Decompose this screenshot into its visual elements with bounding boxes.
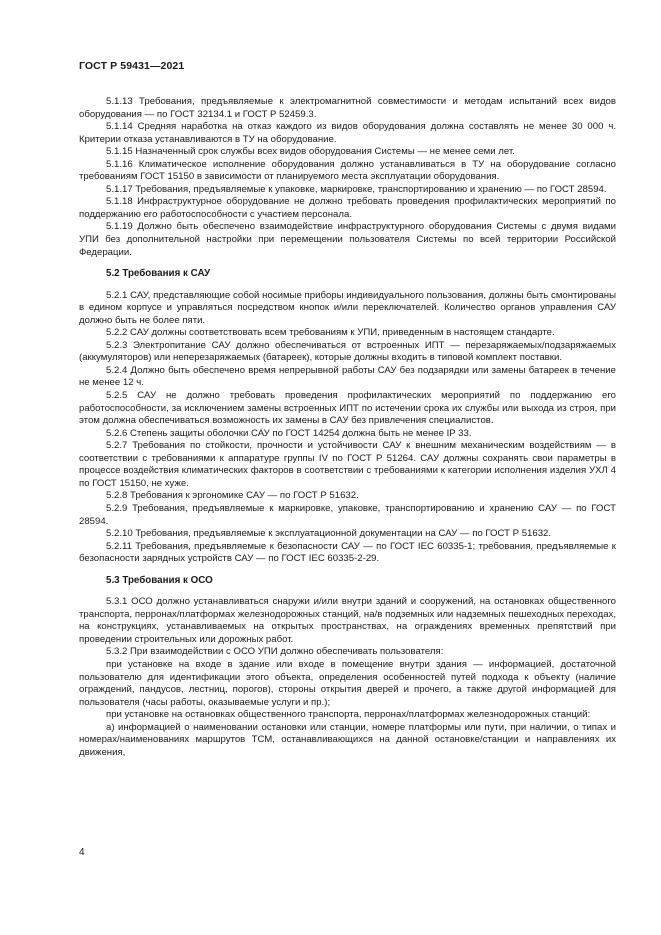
paragraph: 5.1.18 Инфраструктурное оборудование не должно требовать проведения профилактических мероприятий по поддержанию его работоспособности с участием персонала. (79, 196, 616, 220)
paragraph: 5.2.10 Требования, предъявляемые к эксплуатационной документации на САУ — по ГОСТ Р 51632. (106, 528, 552, 540)
section-heading: 5.3 Требования к ОСО (106, 574, 213, 586)
paragraph: 5.2.8 Требования к эргономике САУ — по ГОСТ Р 51632. (106, 490, 359, 502)
paragraph: 5.1.14 Средняя наработка на отказ каждого из видов оборудования должна составлять не менее 30 000 ч. Критерии отказа устанавливаются в ТУ на оборудование. (79, 121, 616, 145)
paragraph: 5.2.2 САУ должны соответствовать всем требованиям к УПИ, приведенным в настоящем стандарте. (106, 327, 555, 339)
paragraph: 5.3.2 При взаимодействии с ОСО УПИ должно обеспечивать пользователя: (106, 646, 444, 658)
page-number: 4 (79, 847, 85, 858)
document-body (79, 96, 616, 759)
paragraph: 5.2.5 САУ не должно требовать проведения профилактических мероприятий по поддержанию его работоспособности, за исключением замены встроенных ИПТ по истечении срока их службы или выхода из строя, при этом должна обеспечиваться возможность их замены в САУ без привлечения специалистов. (79, 390, 616, 427)
paragraph: 5.1.19 Должно быть обеспечено взаимодействие инфраструктурного оборудования Системы с двумя видами УПИ без дополнительной настройки при перемещении пользователя Системы по всей территории Российской Федерации. (79, 221, 616, 258)
paragraph: 5.1.13 Требования, предъявляемые к электромагнитной совместимости и методам испытаний всех видов оборудования — по ГОСТ 32134.1 и ГОСТ Р 52459.3. (79, 96, 616, 120)
paragraph: 5.3.1 ОСО должно устанавливаться снаружи и/или внутри зданий и сооружений, на остановках общественного транспорта, перронах/платформах железнодорожных станций, на/в подземных или надземных пешеходных переходах, на конструкциях, устанавливаемых на открытых пространствах, на ограждениях временных препятствий при проведении строительных или дорожных работ. (79, 596, 616, 645)
section-spacer (79, 281, 616, 290)
paragraph: 5.2.4 Должно быть обеспечено время непрерывной работы САУ без подзарядки или замены батареек в течение не менее 12 ч. (79, 364, 616, 389)
paragraph: 5.2.11 Требования, предъявляемые к безопасности САУ — по ГОСТ IEC 60335-1; требования, предъявляемые к безопасности зарядных устройств САУ — по ГОСТ IEC 60335-2-29. (79, 540, 616, 565)
section-spacer (79, 566, 616, 575)
paragraph: при установке на входе в здание или входе в помещение внутри здания — информацией, достаточной пользователю для идентификации этого объекта, определения особенностей путей подхода к объекту (наличие ограждений, пандусов, лестниц, порогов), стороны открытия дверей и прочего, а также другой информацией для пользователя (часы работы, оказываемые услуги и пр.); (79, 658, 616, 708)
page-header: ГОСТ Р 59431—2021 (79, 60, 185, 72)
paragraph: 5.1.16 Климатическое исполнение оборудования должно устанавливаться в ТУ на оборудование согласно требованиям ГОСТ 15150 в зависимости от планируемого места эксплуатации оборудования. (79, 158, 616, 183)
paragraph: 5.2.7 Требования по стойкости, прочности и устойчивости САУ к внешним механическим воздействиям — в соответствии с требованиями к аппаратуре группы IV по ГОСТ Р 51264. САУ должны сохранять свои параметры в процессе воздействия климатических факторов в соответствии с требованиями к категории исполнения изделия УХЛ 4 по ГОСТ 15150, не хуже. (79, 440, 616, 489)
paragraph: при установке на остановках общественного транспорта, перронах/платформах железнодорожных станций: (106, 709, 591, 721)
paragraph: 5.2.9 Требования, предъявляемые к маркировке, упаковке, транспортированию и хранению САУ — по ГОСТ 28594. (79, 502, 616, 527)
section-heading: 5.2 Требования к САУ (106, 268, 211, 280)
paragraph: 5.2.3 Электропитание САУ должно обеспечиваться от встроенных ИПТ — перезаряжаемых/подзаряжаемых (аккумуляторов) или неперезаряжаемых (батареек), которые должны входить в типовой комплект поставки. (79, 339, 616, 364)
paragraph: а) информацией о наименовании остановки или станции, номере платформы или пути, при наличии, о типах и номерах/наименованиях маршрутов ТСМ, останавливающихся на данной остановке/станции и направлениях их движения, (79, 721, 616, 758)
paragraph: 5.1.17 Требования, предъявляемые к упаковке, маркировке, транспортированию и хранению — по ГОСТ 28594. (106, 183, 607, 195)
section-spacer (79, 587, 616, 596)
paragraph: 5.2.1 САУ, представляющие собой носимые приборы индивидуального пользования, должны быть смонтированы в едином корпусе и управляться посредством кнопок и/или переключателей. Количество органов управления САУ должно быть не более пяти. (79, 289, 616, 326)
paragraph: 5.1.15 Назначенный срок службы всех видов оборудования Системы — не менее семи лет. (106, 146, 515, 158)
paragraph: 5.2.6 Степень защиты оболочки САУ по ГОСТ 14254 должна быть не менее IP 33. (106, 427, 472, 439)
section-spacer (79, 259, 616, 268)
